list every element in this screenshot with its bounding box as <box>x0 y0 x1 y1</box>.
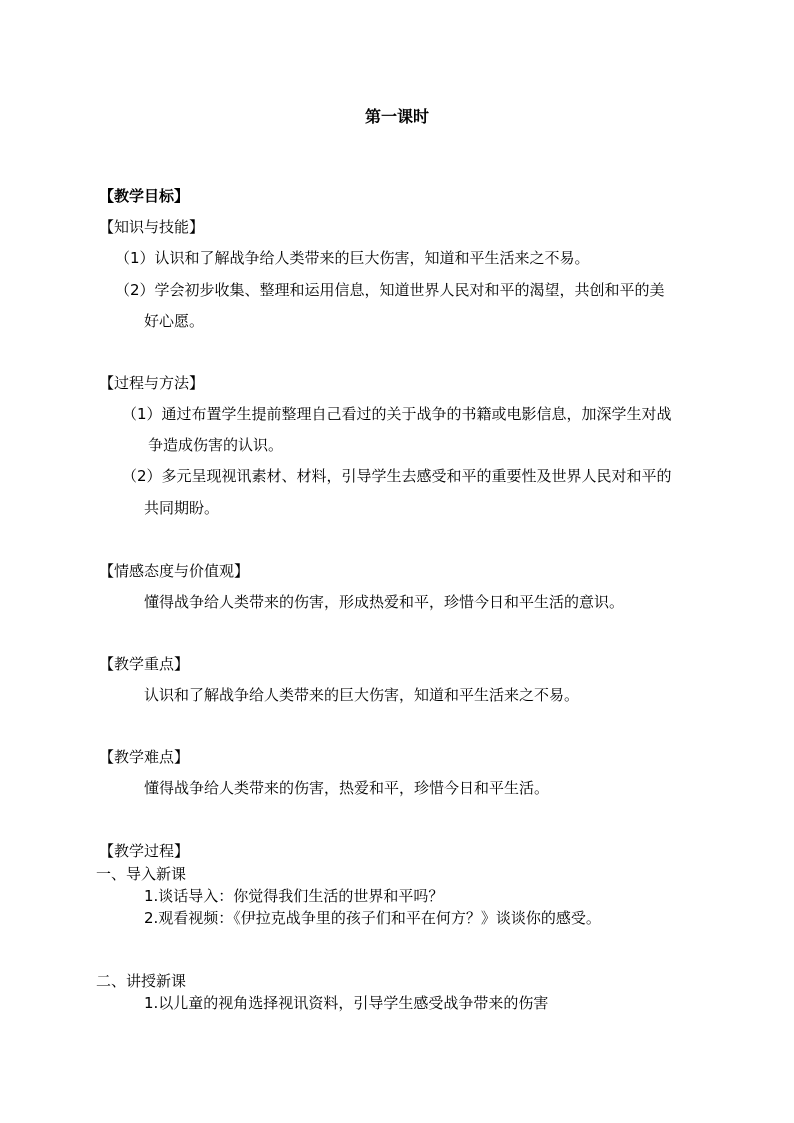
section-2-item-1: 1.以儿童的视角选择视讯资料，引导学生感受战争带来的伤害 <box>144 994 549 1012</box>
process-item-2-line-1: （2）多元呈现视讯素材、材料，引导学生去感受和平的重要性及世界人民对和平的 <box>122 467 672 485</box>
knowledge-heading: 【知识与技能】 <box>99 218 205 236</box>
process-method-heading: 【过程与方法】 <box>99 374 205 392</box>
key-point-text: 认识和了解战争给人类带来的巨大伤害，知道和平生活来之不易。 <box>144 686 580 704</box>
teaching-process-heading: 【教学过程】 <box>99 842 190 860</box>
key-point-heading: 【教学重点】 <box>99 655 190 673</box>
section-1-heading: 一、导入新课 <box>96 865 187 883</box>
knowledge-item-1: （1）认识和了解战争给人类带来的巨大伤害，知道和平生活来之不易。 <box>115 249 590 267</box>
emotion-heading: 【情感态度与价值观】 <box>99 562 250 580</box>
section-1-item-1: 1.谈话导入：你觉得我们生活的世界和平吗？ <box>144 887 444 905</box>
process-item-2-line-2: 共同期盼。 <box>144 499 220 517</box>
section-1-item-2: 2.观看视频：《伊拉克战争里的孩子们和平在何方？》谈谈你的感受。 <box>144 909 601 927</box>
objectives-heading: 【教学目标】 <box>99 187 190 205</box>
emotion-text: 懂得战争给人类带来的伤害，形成热爱和平，珍惜今日和平生活的意识。 <box>144 593 625 611</box>
difficulty-heading: 【教学难点】 <box>99 748 190 766</box>
difficulty-text: 懂得战争给人类带来的伤害，热爱和平，珍惜今日和平生活。 <box>144 779 550 797</box>
process-item-1-line-2: 争造成伤害的认识。 <box>148 436 284 454</box>
page-title: 第一课时 <box>364 107 429 126</box>
process-item-1-line-1: （1）通过布置学生提前整理自己看过的关于战争的书籍或电影信息，加深学生对战 <box>122 405 672 423</box>
section-2-heading: 二、讲授新课 <box>96 972 187 990</box>
knowledge-item-2-line-2: 好心愿。 <box>144 312 205 330</box>
knowledge-item-2-line-1: （2）学会初步收集、整理和运用信息，知道世界人民对和平的渴望，共创和平的美 <box>115 281 665 299</box>
